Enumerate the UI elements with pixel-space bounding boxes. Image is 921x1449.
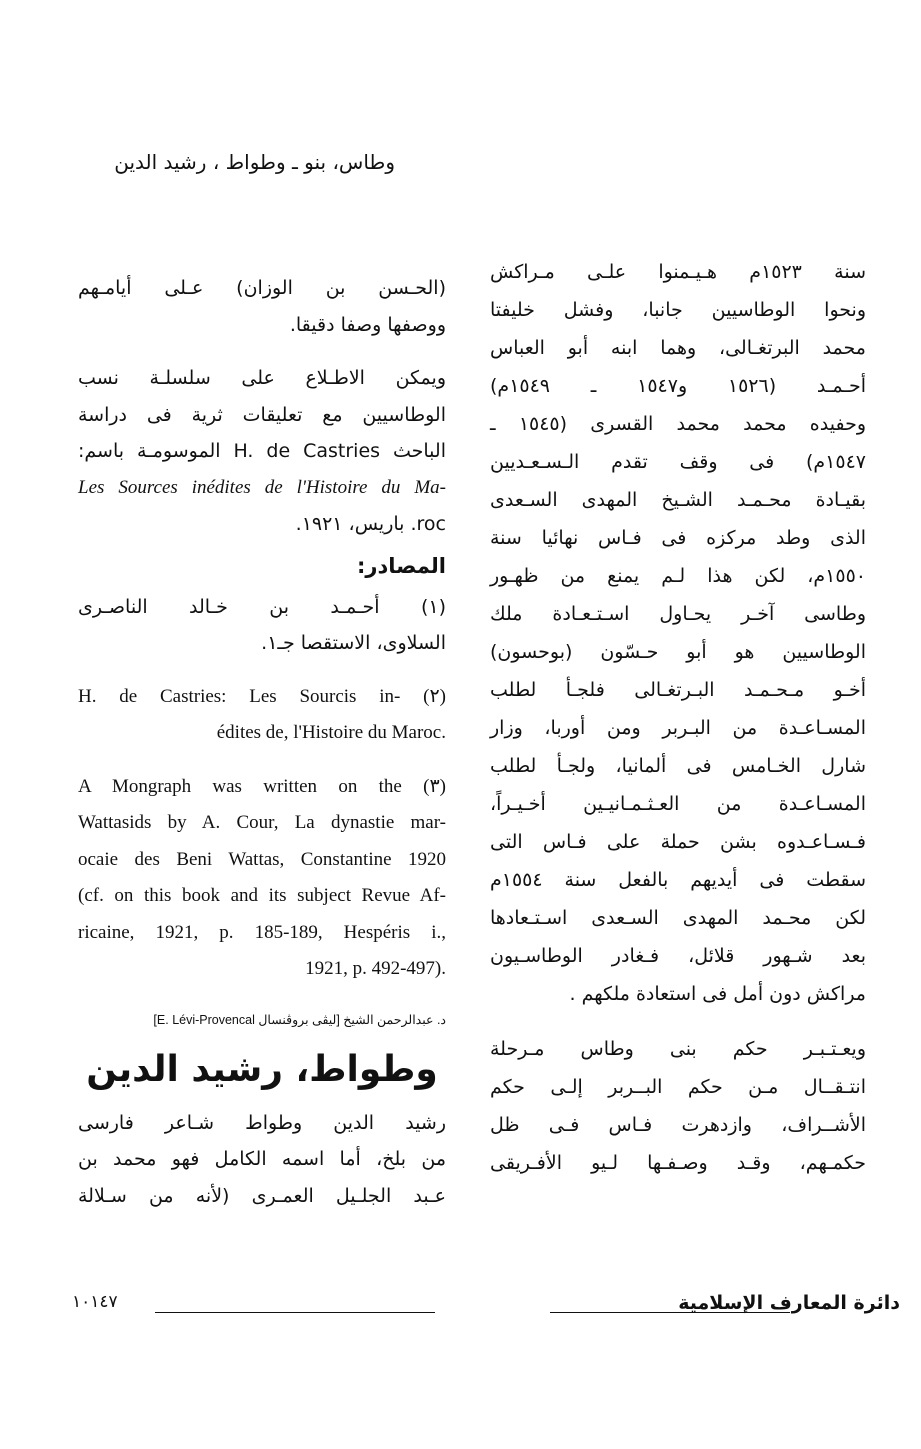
text-line: من بلخ، أما اسمه الكامل فهو محمد بن (78, 1148, 446, 1170)
text-line: ويعـتـبـر حكم بنى وطاس مـرحلة (490, 1038, 866, 1060)
divider (550, 1312, 790, 1313)
paragraph (78, 360, 446, 470)
text-line: édites de, l'Histoire du Maroc. (216, 722, 446, 743)
divider (155, 1312, 435, 1313)
source-1 (78, 589, 446, 662)
text-line: محمد البرتغـالى، وهما ابنه أبو العباس (490, 337, 866, 359)
entry-text (78, 1105, 446, 1215)
text-line: السلاوى، الاستقصا جـ١. (261, 632, 446, 654)
text-line: وطاسى آخـر يحـاول اسـتـعـادة ملك (490, 603, 866, 625)
text-line: المسـاعـدة من العـثـمـانيـين أخـيـراً، (490, 793, 866, 815)
text-line: الذى وطد مركزه فى فـاس نهائيا سنة (490, 527, 866, 549)
text-line: (cf. on this book and its subject Revue Af- (78, 885, 446, 906)
paragraph (490, 1030, 866, 1182)
sources-heading: المصادر: (356, 553, 446, 578)
text-line: ١٥٥٠م، لكن هذا لـم يمنع من ظهـور (490, 565, 866, 587)
right-column (490, 253, 866, 1182)
text-line: ونحوا الوطاسيين جانبا، وفشل خليفتا (490, 299, 866, 321)
text-line: فـسـاعـدوه بشن حملة على فـاس التى (490, 831, 866, 853)
text-line: انتـقــال مـن حكم البــربر إلـى حكم (490, 1076, 866, 1098)
text-line: H. de Castries: Les Sourcis in- (٢) (78, 685, 446, 707)
text-line: ويمكن الاطـلاع على سلسلـة نسب (78, 367, 446, 389)
paragraph (78, 270, 446, 343)
text-line: ووصفها وصفا دقيقا. (289, 313, 446, 336)
running-head: وطاس، بنو ـ وطواط ، رشيد الدين (114, 150, 395, 174)
text-line: مراكش دون أمل فى استعادة ملكهم . (569, 983, 866, 1005)
text-line: أحـمـد (١٥٢٦ و١٥٤٧ ـ ١٥٤٩م) (490, 375, 866, 397)
text-line: الوطاسيين مع تعليقات ثرية فى دراسة (78, 403, 446, 426)
text-line: A Mongraph was written on the (٣) (78, 775, 446, 797)
left-column (78, 270, 446, 1214)
text-line: (١) أحـمـد بن خـالد الناصـرى (78, 595, 446, 618)
text-line: الباحث H. de Castries الموسومـة باسم: (78, 440, 446, 462)
text-line: بقيـادة محـمـد الشـيخ المهدى السـعدى (490, 489, 866, 511)
text-line: 1921, p. 492-497). (305, 958, 446, 979)
text-line: حكمـهم، وقـد وصـفـها لـيو الأفـريقى (490, 1152, 866, 1174)
text-line: أخـو مـحـمـد البـرتغـالى فلجـأ لطلب (490, 679, 866, 701)
text-line: سقطت فى أيديهم بالفعل سنة ١٥٥٤م (490, 869, 866, 891)
text-line: الأشــراف، وازدهرت فـاس فـى ظل (490, 1114, 866, 1136)
source-2 (78, 679, 446, 752)
text-line: الوطاسيين هو أبو حـسّون (بوحسون) (490, 641, 866, 663)
journal-name: دائرة المعارف الإسلامية (678, 1292, 900, 1314)
text-line: ricaine, 1921, p. 185-189, Hespéris i., (78, 921, 446, 943)
page-footer (72, 1292, 900, 1322)
text-line: Wattasids by A. Cour, La dynastie mar- (78, 812, 446, 833)
page-number: ١٠١٤٧ (72, 1292, 118, 1312)
text-line: المسـاعـدة من البـربر ومن أوربا، وزار (490, 717, 866, 739)
paragraph (490, 253, 866, 1013)
text-line: رشيد الدين وطواط شـاعر فارسى (78, 1111, 446, 1134)
entry-title: وطواط، رشيد الدين (86, 1048, 438, 1090)
text-line: بعد شـهور قلائل، فـغادر الوطاسـيون (490, 945, 866, 967)
text-line: عـبد الجلـيل العمـرى (لأنه من سـلالة (78, 1184, 446, 1207)
text-line: ocaie des Beni Wattas, Constantine 1920 (78, 848, 446, 870)
text-line: لكن محـمد المهدى السـعدى اسـتـعادها (490, 907, 866, 929)
author-credit: د. عبدالرحمن الشيخ [ليڤى بروڤنسال E. Lévi-Provencal] (153, 1012, 446, 1027)
source-3 (78, 769, 446, 988)
text-line: (الحـسن بن الوزان) عـلى أيامـهم (78, 277, 446, 299)
book-title-line: Les Sources inédites de l'Histoire du Ma- (78, 476, 446, 498)
text-line: وحفيده محمد محمد القسرى (١٥٤٥ ـ (490, 413, 866, 435)
text-line: roc. باريس، ١٩٢١. (295, 513, 446, 535)
text-line: سنة ١٥٢٣م هـيـمنوا علـى مـراكش (490, 261, 866, 283)
text-line: شارل الخـامس فى ألمانيا، ولجـأ لطلب (490, 755, 866, 777)
text-line: ١٥٤٧م) فى وقف تقدم الـسـعـديين (490, 451, 866, 473)
